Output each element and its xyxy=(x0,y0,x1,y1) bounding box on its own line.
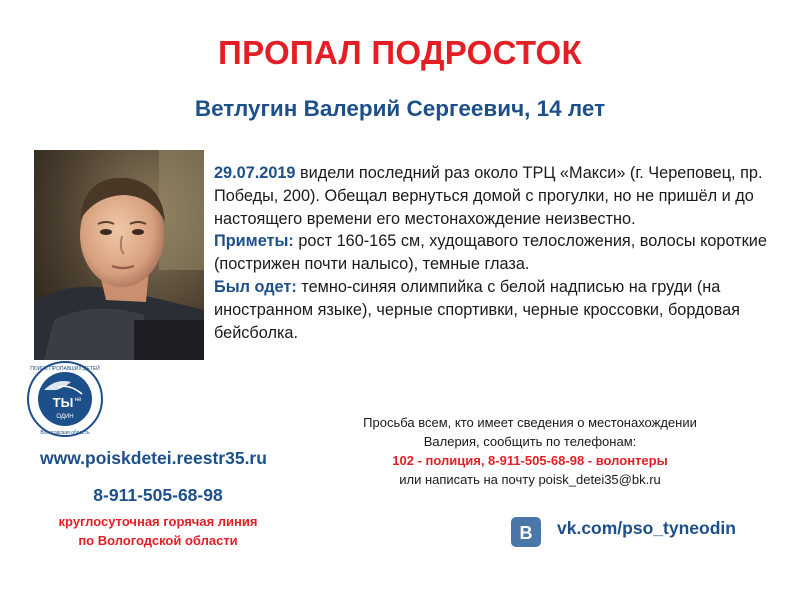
website-link[interactable]: www.poiskdetei.reestr35.ru xyxy=(40,448,267,468)
last-seen-date: 29.07.2019 xyxy=(214,164,296,182)
logo-text-small: не xyxy=(74,397,82,403)
request-email[interactable]: или написать на почту poisk_detei35@bk.ru xyxy=(399,472,661,487)
vk-link[interactable]: vk.com/pso_tyneodin xyxy=(557,518,736,538)
circumstances-paragraph xyxy=(214,162,786,230)
circumstances-text: видели последний раз около ТРЦ «Макси» (г. Череповец, пр. Победы, 200). Обещал вернуться домой с прогулки, но не пришёл и до настоящего времени его местонахождение неизвестно. xyxy=(214,164,763,228)
portrait-image xyxy=(34,150,204,360)
poster-headline: ПРОПАЛ ПОДРОСТОК xyxy=(218,34,582,71)
request-line-2: Валерия, сообщить по телефонам: xyxy=(423,434,637,449)
clothing-text: темно-синяя олимпийка с белой надписью на груди (на иностранном языке), черные спортивки, черные кроссовки, бордовая бейсболка. xyxy=(214,277,740,342)
logo-ring-top: ПОИСК ПРОПАВШИХ ДЕТЕЙ xyxy=(30,366,100,372)
vk-icon[interactable] xyxy=(511,517,541,547)
request-line-1: Просьба всем, кто имеет сведения о местонахождении xyxy=(363,415,697,430)
hotline-line-2: по Вологодской области xyxy=(78,533,238,548)
features-label: Приметы: xyxy=(214,232,294,251)
missing-person-name: Ветлугин Валерий Сергеевич, 14 лет xyxy=(194,96,606,121)
contact-request xyxy=(330,413,730,489)
features-paragraph xyxy=(214,230,786,276)
features-text: рост 160-165 см, худощавого телосложения, волосы короткие (пострижен почти налысо), темные глаза. xyxy=(214,232,767,274)
hotline-line-1: круглосуточная горячая линия xyxy=(58,514,258,529)
hotline-caption xyxy=(0,512,316,550)
hotline-phone[interactable]: 8-911-505-68-98 xyxy=(93,485,223,505)
ty-ne-odin-logo xyxy=(26,360,104,438)
logo-ring-bottom: Вологодская область xyxy=(40,430,90,436)
logo-text-bottom: ОДИН xyxy=(56,414,74,420)
description-block xyxy=(214,162,786,344)
logo-text-main: ТЫ xyxy=(52,395,74,410)
clothing-paragraph xyxy=(214,276,786,344)
vk-icon-letter: В xyxy=(519,523,533,543)
logo-emblem-icon xyxy=(26,360,104,438)
request-phones: 102 - полиция, 8-911-505-68-98 - волонтеры xyxy=(392,453,668,468)
clothing-label: Был одет: xyxy=(214,277,297,296)
missing-person-photo xyxy=(34,150,204,360)
